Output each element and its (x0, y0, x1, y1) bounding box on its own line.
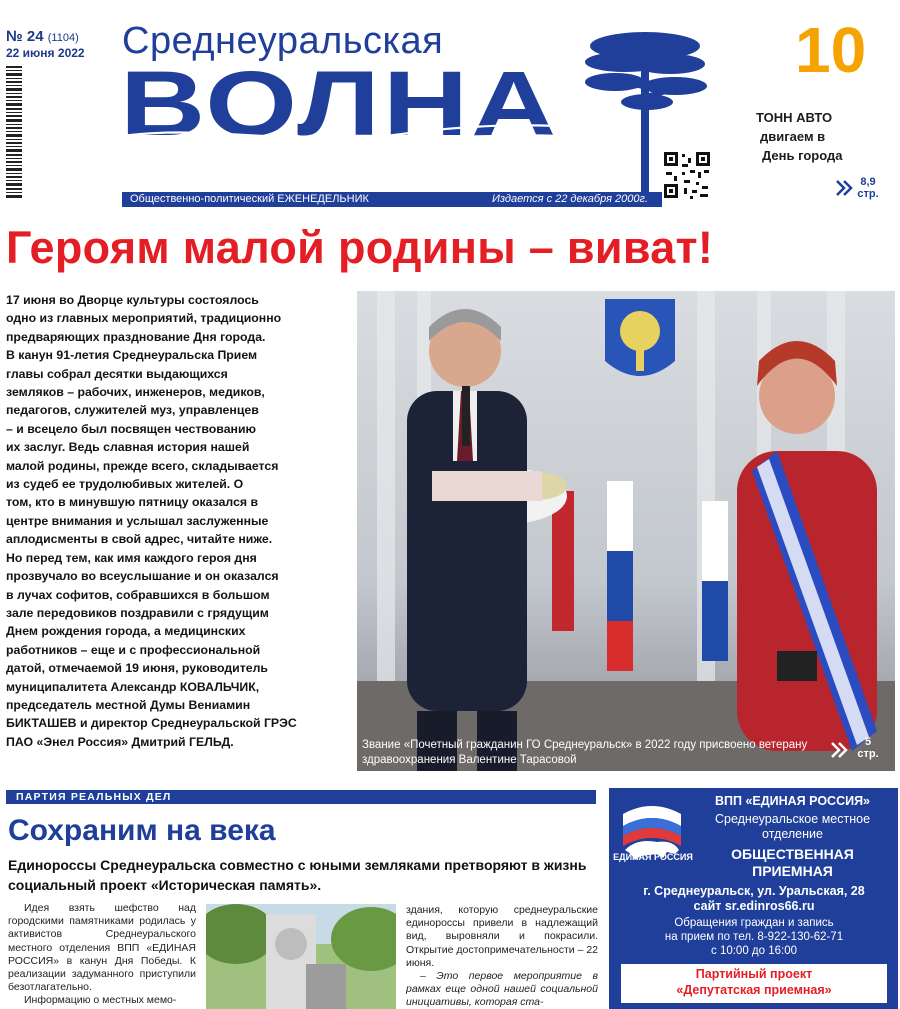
second-headline: Сохраним на века (8, 814, 276, 847)
ad-hours-line2: на прием по тел. 8-922-130-62-71 (664, 931, 844, 943)
photo-page: 5 (864, 736, 872, 748)
column-1-text: Идея взять шефство над городскими памятниками родилась у активистов Среднеуральского местного отделения ВПП «ЕДИНАЯ РОССИЯ» в канун Дня Победы. К реализации задуманного приступили безотлагательно. (8, 902, 196, 994)
promo-page-ref[interactable] (848, 176, 888, 200)
promo-teaser[interactable] (756, 108, 886, 165)
ad-address-block (612, 884, 896, 914)
promo-line2: двигаем в (760, 129, 826, 144)
photo-page-ref[interactable] (848, 736, 888, 760)
ad-office: ОБЩЕСТВЕННАЯ ПРИЕМНАЯ (731, 846, 854, 879)
ceremony-photo (357, 291, 895, 771)
promo-pages: 8,9 (860, 176, 876, 188)
published-since: Издается с 22 декабря 2000г. (492, 193, 648, 205)
ad-address: г. Среднеуральск, ул. Уральская, 28 (643, 884, 865, 898)
article-column-1 (8, 902, 196, 1008)
column-3-quote: – Это первое мероприятие в рамках еще одной нашей социальной инициативы, которая ста- (406, 970, 598, 1009)
issue-date: 22 июня 2022 (6, 46, 85, 60)
barcode-icon (4, 66, 26, 198)
tagline: Общественно-политический ЕЖЕНЕДЕЛЬНИК (130, 193, 369, 205)
promo-pages-suffix: стр. (857, 188, 879, 200)
ad-branch: Среднеуральское местное отделение (714, 812, 871, 841)
issue-number: № 24 (1104) (6, 28, 79, 45)
ad-hours-block (612, 916, 896, 958)
column-3-text: здания, которую среднеуральские единороссы привели в надлежащий вид, выровняли и покрасили. Открытие достопримечательности – 22 июня. (406, 904, 599, 969)
bear-flag-logo-icon (617, 792, 687, 882)
promo-line3: День города (762, 148, 843, 163)
lead-article (6, 291, 353, 751)
masthead-subtitle: Среднеуральская (122, 20, 444, 62)
ad-site[interactable]: сайт sr.edinros66.ru (693, 899, 815, 913)
ad-project (621, 966, 887, 998)
ad-hours-line1: Обращения граждан и запись (674, 917, 834, 929)
ad-project-line1: Партийный проект (695, 967, 813, 981)
photo-caption: Звание «Почетный гражданин ГО Среднеуральск» в 2022 году присвоено ветерану здравоохранения Валентине Тарасовой (362, 739, 808, 766)
monument-photo (206, 904, 396, 1009)
promo-number: 10 (795, 14, 867, 86)
column-1-cut: Информацию о местных мемо- (24, 994, 177, 1007)
ad-party: ВПП «ЕДИНАЯ РОССИЯ» (714, 794, 871, 808)
main-headline: Героям малой родины – виват! (6, 222, 714, 273)
masthead-title: ВОЛНА (120, 52, 560, 156)
promo-line1: ТОНН АВТО (756, 110, 833, 125)
article-column-3 (406, 904, 598, 1009)
party-logo-text: ЕДИНАЯ РОССИЯ (613, 852, 693, 862)
lead-text: 17 июня во Дворце культуры состоялось одно из главных мероприятий, традиционно предваряющих празднование Дня города. В канун 91-летия Среднеуральска Прием главы собрал десятки выдающихся земляков – рабочих, инженеров, медиков, педагогов, служителей муз, управленцев – и всецело был посвящен чествованию их заслуг. Ведь славная история нашей малой родины, прежде всего, складывается из судеб ее трудолюбивых жителей. О том, кто в минувшую пятницу оказался в центре внимания и услышал заслуженные аплодисменты в свой адрес, читайте ниже. Но перед тем, как имя каждого героя дня прозвучало во всеуслышание и он оказался в лучах софитов, собравшихся в большом зале передовиков поздравили с грядущим Днем рождения города, а медицинских работников – еще и с профессиональной датой, отмечаемой 19 июня, руководитель муниципалитета Александр КОВАЛЬЧИК, председатель местной Думы Вениамин БИКТАШЕВ и директор Среднеуральской ГРЭС ПАО «Энел Россия» Дмитрий ГЕЛЬД. (6, 293, 297, 749)
rubric-label: ПАРТИЯ РЕАЛЬНЫХ ДЕЛ (16, 791, 172, 803)
second-lead: Единороссы Среднеуральска совместно с юными земляками претворяют в жизнь социальный проект «Историческая память». (8, 857, 587, 893)
qr-code-icon[interactable] (662, 150, 712, 200)
photo-page-suffix: стр. (857, 748, 879, 760)
ad-hours-line3: с 10:00 до 16:00 (711, 945, 797, 957)
ad-project-line2: «Депутатская приемная» (676, 983, 832, 997)
tagline-bar (122, 192, 662, 207)
double-chevron-right-icon (830, 740, 850, 760)
issue-total: (1104) (47, 32, 79, 44)
